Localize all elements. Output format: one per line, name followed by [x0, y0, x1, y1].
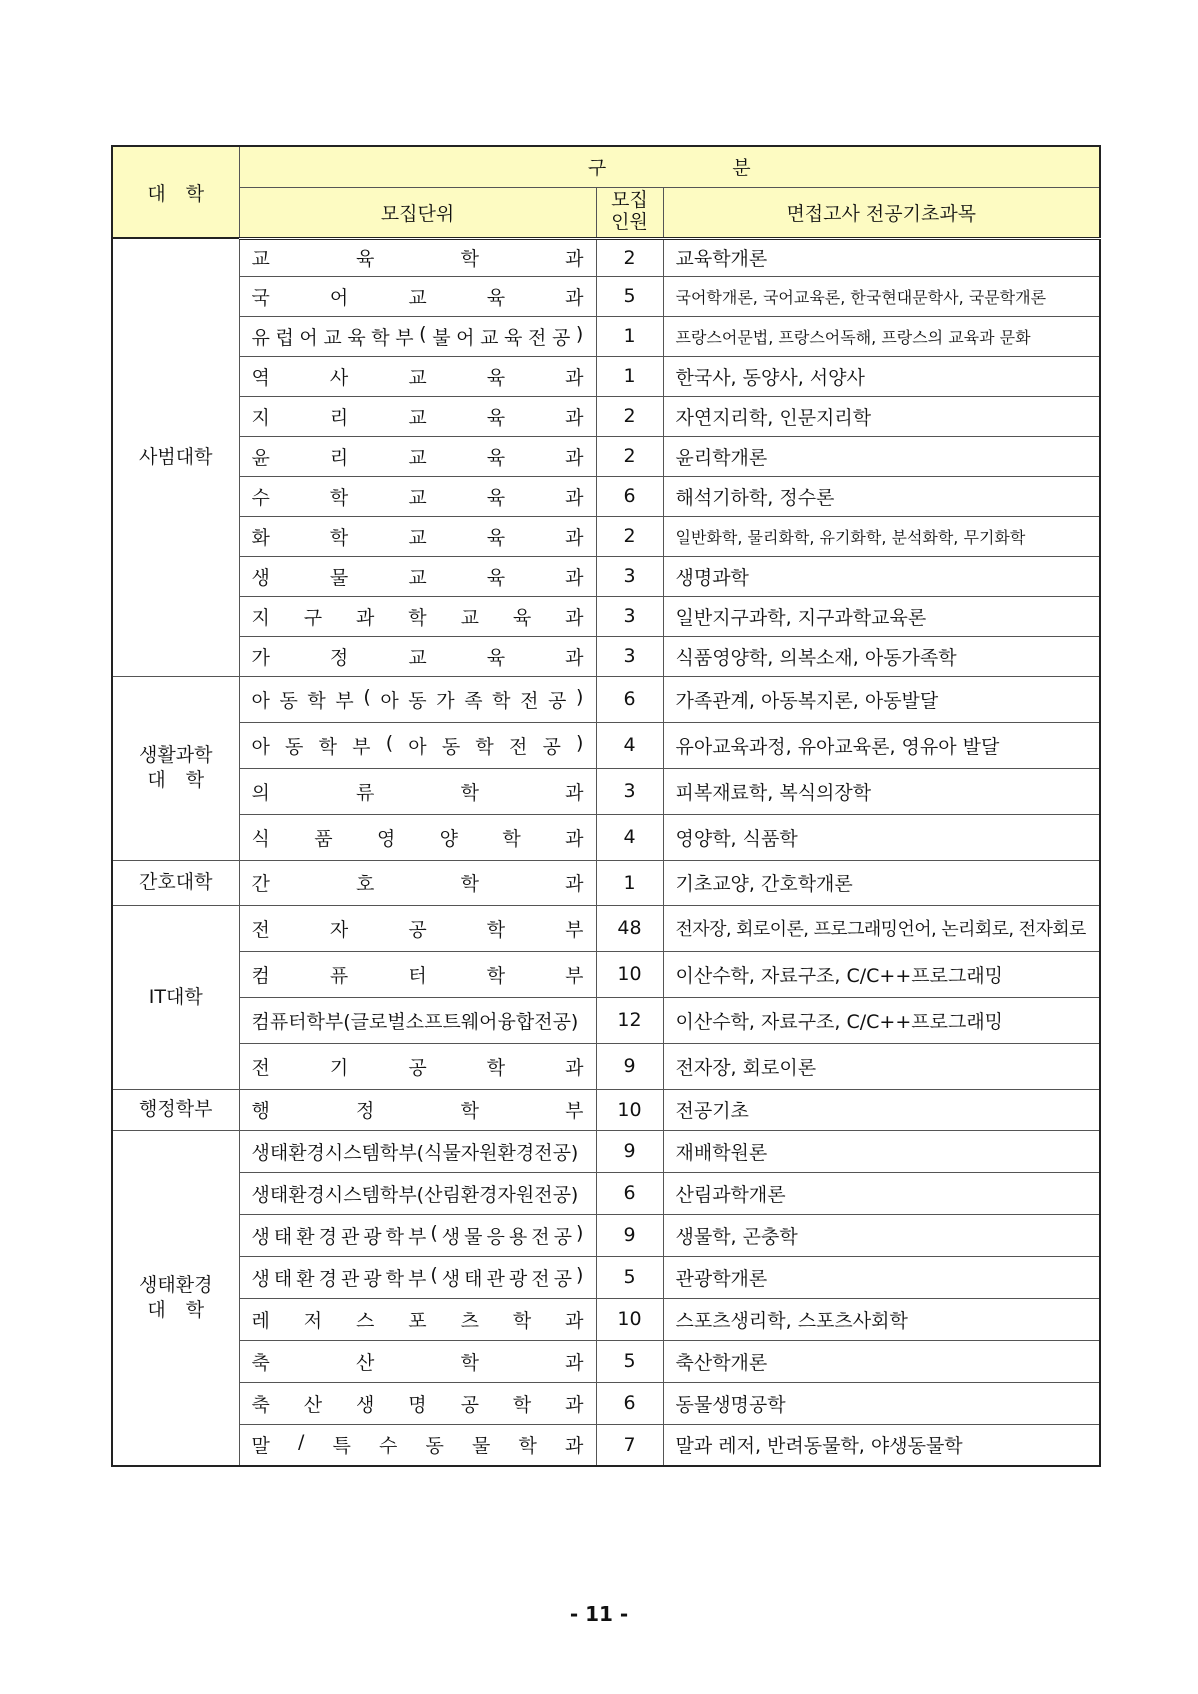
subjects-cell: 일반지구과학, 지구과학교육론 [663, 596, 1100, 636]
header-unit: 모집단위 [239, 187, 596, 238]
quota-cell: 7 [596, 1424, 663, 1466]
unit-cell: 가 정 교 육 과 [239, 636, 596, 676]
subjects-cell: 전공기초 [663, 1089, 1100, 1130]
unit-cell: 레 저 스 포 츠 학 과 [239, 1298, 596, 1340]
unit-cell: 전 기 공 학 과 [239, 1043, 596, 1089]
header-college: 대 학 [112, 146, 239, 238]
quota-cell: 1 [596, 860, 663, 905]
quota-cell: 6 [596, 476, 663, 516]
table-row [112, 1043, 1100, 1089]
unit-cell: 간 호 학 과 [239, 860, 596, 905]
table-row [112, 238, 1100, 276]
unit-cell: 아 동 학 부 ( 아 동 가 족 학 전 공 ) [239, 676, 596, 722]
table-row [112, 997, 1100, 1043]
table-row [112, 316, 1100, 356]
quota-cell: 10 [596, 951, 663, 997]
table-row [112, 1382, 1100, 1424]
subjects-cell: 자연지리학, 인문지리학 [663, 396, 1100, 436]
quota-cell: 2 [596, 396, 663, 436]
subjects-cell: 생명과학 [663, 556, 1100, 596]
quota-cell: 1 [596, 356, 663, 396]
subjects-cell: 축산학개론 [663, 1340, 1100, 1382]
quota-cell: 10 [596, 1298, 663, 1340]
table-body [112, 238, 1100, 1466]
quota-cell: 3 [596, 556, 663, 596]
subjects-cell: 국어학개론, 국어교육론, 한국현대문학사, 국문학개론 [663, 276, 1100, 316]
table-row [112, 951, 1100, 997]
unit-cell: 축 산 학 과 [239, 1340, 596, 1382]
unit-cell: 생 태 환 경 관 광 학 부 ( 생 태 관 광 전 공 ) [239, 1256, 596, 1298]
quota-cell: 4 [596, 814, 663, 860]
subjects-cell: 영양학, 식품학 [663, 814, 1100, 860]
unit-cell: 아 동 학 부 ( 아 동 학 전 공 ) [239, 722, 596, 768]
table-row [112, 436, 1100, 476]
table-row [112, 356, 1100, 396]
unit-cell: 전 자 공 학 부 [239, 905, 596, 951]
table-row [112, 636, 1100, 676]
subjects-cell: 식품영양학, 의복소재, 아동가족학 [663, 636, 1100, 676]
unit-cell: 의 류 학 과 [239, 768, 596, 814]
unit-cell: 지 구 과 학 교 육 과 [239, 596, 596, 636]
unit-cell: 생 물 교 육 과 [239, 556, 596, 596]
subjects-cell: 생물학, 곤충학 [663, 1214, 1100, 1256]
unit-cell: 컴 퓨 터 학 부 [239, 951, 596, 997]
unit-cell: 수 학 교 육 과 [239, 476, 596, 516]
subjects-cell: 윤리학개론 [663, 436, 1100, 476]
unit-cell: 유 럽 어 교 육 학 부 ( 불 어 교 육 전 공 ) [239, 316, 596, 356]
unit-cell: 화 학 교 육 과 [239, 516, 596, 556]
college-cell: 생활과학 대 학 [112, 676, 239, 860]
unit-cell: 교 육 학 과 [239, 238, 596, 276]
unit-cell: 축 산 생 명 공 학 과 [239, 1382, 596, 1424]
header-division: 구 분 [239, 146, 1100, 187]
quota-cell: 10 [596, 1089, 663, 1130]
college-cell: 사범대학 [112, 238, 239, 676]
quota-cell: 3 [596, 636, 663, 676]
table-row [112, 596, 1100, 636]
subjects-cell: 이산수학, 자료구조, C/C++프로그래밍 [663, 951, 1100, 997]
subjects-cell: 가족관계, 아동복지론, 아동발달 [663, 676, 1100, 722]
table-row [112, 1130, 1100, 1172]
table-row [112, 476, 1100, 516]
college-cell: 행정학부 [112, 1089, 239, 1130]
quota-cell: 5 [596, 1256, 663, 1298]
subjects-cell: 프랑스어문법, 프랑스어독해, 프랑스의 교육과 문화 [663, 316, 1100, 356]
table-row [112, 556, 1100, 596]
quota-cell: 9 [596, 1214, 663, 1256]
college-cell: IT대학 [112, 905, 239, 1089]
subjects-cell: 기초교양, 간호학개론 [663, 860, 1100, 905]
subjects-cell: 유아교육과정, 유아교육론, 영유아 발달 [663, 722, 1100, 768]
subjects-cell: 산림과학개론 [663, 1172, 1100, 1214]
admission-table [111, 145, 1101, 1467]
unit-cell: 윤 리 교 육 과 [239, 436, 596, 476]
subjects-cell: 관광학개론 [663, 1256, 1100, 1298]
table-row [112, 1172, 1100, 1214]
subjects-cell: 전자장, 회로이론, 프로그래밍언어, 논리회로, 전자회로 [663, 905, 1100, 951]
subjects-cell: 해석기하학, 정수론 [663, 476, 1100, 516]
table-row [112, 1298, 1100, 1340]
unit-cell: 말 / 특 수 동 물 학 과 [239, 1424, 596, 1466]
unit-cell: 식 품 영 양 학 과 [239, 814, 596, 860]
quota-cell: 9 [596, 1043, 663, 1089]
quota-cell: 12 [596, 997, 663, 1043]
subjects-cell: 스포츠생리학, 스포츠사회학 [663, 1298, 1100, 1340]
unit-cell: 지 리 교 육 과 [239, 396, 596, 436]
table-row [112, 722, 1100, 768]
table-row [112, 768, 1100, 814]
quota-cell: 5 [596, 276, 663, 316]
table-row [112, 276, 1100, 316]
table-row [112, 905, 1100, 951]
quota-cell: 48 [596, 905, 663, 951]
quota-cell: 1 [596, 316, 663, 356]
page-number: - 11 - [569, 1602, 629, 1626]
quota-cell: 3 [596, 596, 663, 636]
unit-cell: 컴퓨터학부(글로벌소프트웨어융합전공) [239, 997, 596, 1043]
subjects-cell: 피복재료학, 복식의장학 [663, 768, 1100, 814]
unit-cell: 생 태 환 경 관 광 학 부 ( 생 물 응 용 전 공 ) [239, 1214, 596, 1256]
subjects-cell: 일반화학, 물리화학, 유기화학, 분석화학, 무기화학 [663, 516, 1100, 556]
table-row [112, 676, 1100, 722]
quota-cell: 6 [596, 676, 663, 722]
subjects-cell: 동물생명공학 [663, 1382, 1100, 1424]
table-row [112, 1256, 1100, 1298]
quota-cell: 3 [596, 768, 663, 814]
table-row [112, 1340, 1100, 1382]
header-quota: 모집 인원 [596, 187, 663, 238]
subjects-cell: 말과 레저, 반려동물학, 야생동물학 [663, 1424, 1100, 1466]
table-row [112, 1089, 1100, 1130]
subjects-cell: 교육학개론 [663, 238, 1100, 276]
unit-cell: 생태환경시스템학부(산림환경자원전공) [239, 1172, 596, 1214]
table-row [112, 1214, 1100, 1256]
quota-cell: 4 [596, 722, 663, 768]
table-row [112, 860, 1100, 905]
subjects-cell: 재배학원론 [663, 1130, 1100, 1172]
subjects-cell: 전자장, 회로이론 [663, 1043, 1100, 1089]
table-row [112, 814, 1100, 860]
college-cell: 간호대학 [112, 860, 239, 905]
unit-cell: 생태환경시스템학부(식물자원환경전공) [239, 1130, 596, 1172]
quota-cell: 2 [596, 436, 663, 476]
unit-cell: 국 어 교 육 과 [239, 276, 596, 316]
quota-cell: 5 [596, 1340, 663, 1382]
college-cell: 생태환경 대 학 [112, 1130, 239, 1466]
unit-cell: 역 사 교 육 과 [239, 356, 596, 396]
subjects-cell: 이산수학, 자료구조, C/C++프로그래밍 [663, 997, 1100, 1043]
quota-cell: 2 [596, 516, 663, 556]
subjects-cell: 한국사, 동양사, 서양사 [663, 356, 1100, 396]
table-row [112, 516, 1100, 556]
quota-cell: 6 [596, 1172, 663, 1214]
quota-cell: 6 [596, 1382, 663, 1424]
quota-cell: 2 [596, 238, 663, 276]
table-row [112, 1424, 1100, 1466]
quota-cell: 9 [596, 1130, 663, 1172]
header-subjects: 면접고사 전공기초과목 [663, 187, 1100, 238]
unit-cell: 행 정 학 부 [239, 1089, 596, 1130]
table-row [112, 396, 1100, 436]
